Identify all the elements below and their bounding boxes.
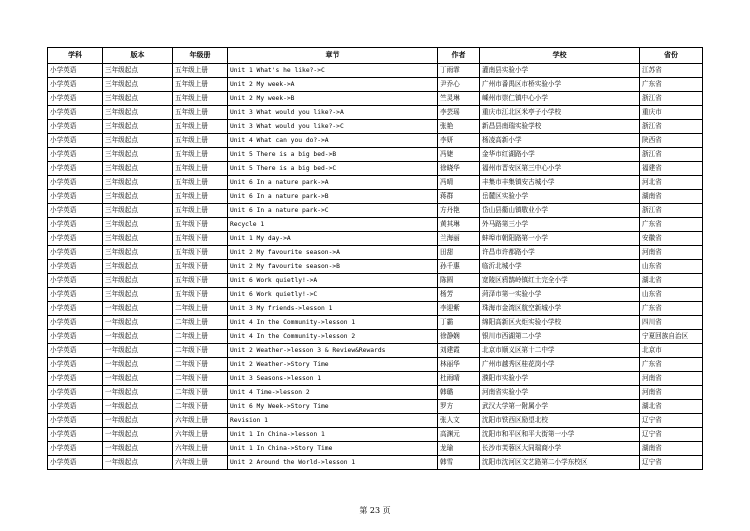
table-body [48,64,703,470]
cell-school: 武汉大学第一附属小学 [480,400,640,414]
cell-school: 杨凌高新小学 [480,134,640,148]
cell-subject: 小学英语 [48,204,103,218]
table-row [48,190,703,204]
cell-edition: 三年级起点 [103,120,173,134]
cell-grade-volume: 二年级下册 [173,358,228,372]
cell-school: 重庆市江北区米亭子小学校 [480,106,640,120]
cell-school: 菏泽市第一实验小学 [480,288,640,302]
cell-author: 林丽华 [438,358,480,372]
cell-grade-volume: 六年级上册 [173,456,228,470]
cell-school: 北京市顺义区第十二中学 [480,344,640,358]
cell-chapter: Unit 2 My week->A [228,78,438,92]
cell-chapter: Unit 4 Time->lesson 2 [228,386,438,400]
cell-chapter: Unit 6 Work quietly!->C [228,288,438,302]
cell-edition: 一年级起点 [103,442,173,456]
cell-province: 广东省 [640,358,703,372]
table-row [48,232,703,246]
cell-subject: 小学英语 [48,456,103,470]
cell-subject: 小学英语 [48,260,103,274]
cell-province: 河南省 [640,372,703,386]
cell-chapter: Recycle 1 [228,218,438,232]
table-row [48,176,703,190]
cell-chapter: Unit 6 In a nature park->B [228,190,438,204]
cell-subject: 小学英语 [48,190,103,204]
table-row [48,302,703,316]
cell-province: 辽宁省 [640,414,703,428]
cell-edition: 一年级起点 [103,428,173,442]
cell-grade-volume: 六年级上册 [173,442,228,456]
cell-author: 李迎紫 [438,302,480,316]
cell-chapter: Unit 3 What would you like?->A [228,106,438,120]
cell-chapter: Unit 3 Seasons->lesson 1 [228,372,438,386]
cell-chapter: Unit 6 Work quietly!->A [228,274,438,288]
cell-author: 杜雨晴 [438,372,480,386]
cell-subject: 小学英语 [48,106,103,120]
table-row [48,358,703,372]
cell-chapter: Unit 1 What's he like?->C [228,64,438,78]
cell-grade-volume: 二年级下册 [173,344,228,358]
cell-edition: 三年级起点 [103,232,173,246]
cell-province: 湖北省 [640,274,703,288]
table-header-row [48,48,703,64]
cell-grade-volume: 五年级上册 [173,204,228,218]
cell-author: 冯婕 [438,148,480,162]
cell-school: 珠海市金湾区航空新城小学 [480,302,640,316]
cell-edition: 三年级起点 [103,260,173,274]
cell-chapter: Unit 2 My favourite season->A [228,246,438,260]
cell-author: 田甜 [438,246,480,260]
table-row [48,148,703,162]
header-province: 省份 [640,48,703,64]
cell-edition: 一年级起点 [103,386,173,400]
table-row [48,456,703,470]
cell-chapter: Unit 3 What would you like?->C [228,120,438,134]
table-row [48,260,703,274]
cell-province: 安徽省 [640,232,703,246]
cell-grade-volume: 二年级下册 [173,386,228,400]
cell-grade-volume: 二年级上册 [173,302,228,316]
cell-subject: 小学英语 [48,162,103,176]
cell-province: 福建省 [640,162,703,176]
cell-province: 浙江省 [640,120,703,134]
cell-province: 湖北省 [640,400,703,414]
cell-chapter: Revision 1 [228,414,438,428]
cell-subject: 小学英语 [48,302,103,316]
cell-author: 张艳 [438,120,480,134]
cell-grade-volume: 五年级下册 [173,288,228,302]
cell-author: 徐静娴 [438,330,480,344]
cell-school: 新昌县南瑞实验学校 [480,120,640,134]
cell-school: 沈阳市沈河区文艺路第二小学东校区 [480,456,640,470]
header-school: 学校 [480,48,640,64]
course-table [47,47,703,470]
cell-chapter: Unit 6 My Week->Story Time [228,400,438,414]
cell-school: 岳麓区实验小学 [480,190,640,204]
table-row [48,344,703,358]
cell-author: 张人文 [438,414,480,428]
cell-province: 湖南省 [640,190,703,204]
table-row [48,316,703,330]
cell-grade-volume: 五年级上册 [173,176,228,190]
cell-province: 四川省 [640,316,703,330]
cell-province: 河南省 [640,386,703,400]
cell-province: 陕西省 [640,134,703,148]
cell-chapter: Unit 5 There is a big bed->B [228,148,438,162]
cell-subject: 小学英语 [48,288,103,302]
cell-grade-volume: 五年级上册 [173,162,228,176]
cell-grade-volume: 二年级下册 [173,372,228,386]
cell-province: 浙江省 [640,148,703,162]
cell-grade-volume: 六年级上册 [173,428,228,442]
cell-author: 罗方 [438,400,480,414]
cell-author: 蒋群 [438,190,480,204]
cell-school: 金华市红湖路小学 [480,148,640,162]
cell-chapter: Unit 2 My favourite season->B [228,260,438,274]
cell-school: 广州市越秀区桂花岗小学 [480,358,640,372]
cell-chapter: Unit 2 My week->B [228,92,438,106]
course-table-sheet [47,47,702,470]
cell-school: 灌南县实验小学 [480,64,640,78]
table-row [48,428,703,442]
cell-subject: 小学英语 [48,64,103,78]
table-row [48,204,703,218]
cell-grade-volume: 五年级下册 [173,218,228,232]
cell-school: 丰集市丰集镇安古城小学 [480,176,640,190]
cell-subject: 小学英语 [48,428,103,442]
cell-province: 河南省 [640,246,703,260]
cell-province: 湖南省 [640,442,703,456]
cell-grade-volume: 五年级下册 [173,274,228,288]
table-row [48,414,703,428]
cell-edition: 一年级起点 [103,372,173,386]
table-row [48,92,703,106]
cell-author: 刘建霞 [438,344,480,358]
table-row [48,274,703,288]
cell-subject: 小学英语 [48,176,103,190]
cell-school: 绵阳高新区火炬实验小学校 [480,316,640,330]
cell-subject: 小学英语 [48,274,103,288]
cell-subject: 小学英语 [48,92,103,106]
table-row [48,330,703,344]
cell-edition: 三年级起点 [103,78,173,92]
table-row [48,134,703,148]
header-author: 作者 [438,48,480,64]
header-subject: 学科 [48,48,103,64]
cell-school: 宽陵区鸦鹊岭镇红土完全小学 [480,274,640,288]
cell-chapter: Unit 1 In China->lesson 1 [228,428,438,442]
cell-school: 长沙市芙蓉区大同瑞商小学 [480,442,640,456]
cell-subject: 小学英语 [48,232,103,246]
cell-edition: 三年级起点 [103,106,173,120]
cell-edition: 一年级起点 [103,302,173,316]
cell-edition: 三年级起点 [103,204,173,218]
cell-grade-volume: 五年级下册 [173,246,228,260]
cell-school: 银川市西湖第二小学 [480,330,640,344]
cell-chapter: Unit 1 My day->A [228,232,438,246]
header-grade-volume: 年级册 [173,48,228,64]
cell-edition: 一年级起点 [103,358,173,372]
cell-author: 丁霸 [438,316,480,330]
cell-author: 徐晓华 [438,162,480,176]
cell-author: 冯晴 [438,176,480,190]
cell-author: 李芸瑶 [438,106,480,120]
table-row [48,288,703,302]
cell-province: 山东省 [640,288,703,302]
cell-chapter: Unit 4 In the Community->lesson 2 [228,330,438,344]
cell-author: 韩璐 [438,386,480,400]
cell-province: 山东省 [640,260,703,274]
cell-province: 北京市 [640,344,703,358]
table-row [48,78,703,92]
cell-subject: 小学英语 [48,148,103,162]
cell-grade-volume: 五年级下册 [173,232,228,246]
cell-chapter: Unit 6 In a nature park->A [228,176,438,190]
cell-edition: 一年级起点 [103,316,173,330]
cell-edition: 三年级起点 [103,148,173,162]
cell-author: 孙千惠 [438,260,480,274]
cell-author: 李妍 [438,134,480,148]
cell-edition: 三年级起点 [103,162,173,176]
cell-grade-volume: 五年级上册 [173,64,228,78]
cell-subject: 小学英语 [48,372,103,386]
cell-subject: 小学英语 [48,78,103,92]
cell-province: 宁夏回族自治区 [640,330,703,344]
cell-province: 浙江省 [640,204,703,218]
cell-edition: 三年级起点 [103,64,173,78]
table-row [48,106,703,120]
cell-edition: 三年级起点 [103,134,173,148]
table-row [48,120,703,134]
cell-author: 杨芳 [438,288,480,302]
cell-subject: 小学英语 [48,386,103,400]
cell-grade-volume: 五年级上册 [173,190,228,204]
table-row [48,372,703,386]
cell-province: 广东省 [640,78,703,92]
cell-edition: 三年级起点 [103,288,173,302]
cell-grade-volume: 五年级上册 [173,92,228,106]
cell-edition: 三年级起点 [103,274,173,288]
cell-school: 濮阳市实验小学 [480,372,640,386]
cell-subject: 小学英语 [48,134,103,148]
cell-author: 竺灵琳 [438,92,480,106]
cell-province: 辽宁省 [640,428,703,442]
table-row [48,64,703,78]
table-row [48,442,703,456]
cell-edition: 一年级起点 [103,344,173,358]
cell-grade-volume: 二年级上册 [173,330,228,344]
cell-school: 嵊州市崇仁镇中心小学 [480,92,640,106]
cell-grade-volume: 五年级下册 [173,260,228,274]
cell-author: 方丹艳 [438,204,480,218]
cell-province: 浙江省 [640,92,703,106]
cell-subject: 小学英语 [48,316,103,330]
cell-school: 临沂北城小学 [480,260,640,274]
cell-school: 广州市番禺区市桥实验小学 [480,78,640,92]
cell-chapter: Unit 6 In a nature park->C [228,204,438,218]
cell-grade-volume: 二年级下册 [173,400,228,414]
cell-edition: 一年级起点 [103,400,173,414]
cell-chapter: Unit 2 Around the World->lesson 1 [228,456,438,470]
cell-edition: 三年级起点 [103,190,173,204]
cell-subject: 小学英语 [48,246,103,260]
table-row [48,218,703,232]
cell-grade-volume: 五年级上册 [173,134,228,148]
cell-grade-volume: 二年级上册 [173,316,228,330]
table-row [48,162,703,176]
table-row [48,400,703,414]
cell-edition: 三年级起点 [103,92,173,106]
cell-subject: 小学英语 [48,218,103,232]
cell-province: 广东省 [640,218,703,232]
cell-chapter: Unit 5 There is a big bed->C [228,162,438,176]
cell-province: 辽宁省 [640,456,703,470]
header-edition: 版本 [103,48,173,64]
cell-edition: 一年级起点 [103,456,173,470]
cell-subject: 小学英语 [48,120,103,134]
cell-grade-volume: 五年级上册 [173,120,228,134]
cell-province: 河北省 [640,176,703,190]
cell-author: 尹乔心 [438,78,480,92]
cell-grade-volume: 六年级上册 [173,414,228,428]
cell-subject: 小学英语 [48,344,103,358]
cell-grade-volume: 五年级上册 [173,106,228,120]
cell-author: 高渊元 [438,428,480,442]
cell-province: 江苏省 [640,64,703,78]
cell-edition: 一年级起点 [103,330,173,344]
cell-author: 兰海丽 [438,232,480,246]
cell-author: 黄其琳 [438,218,480,232]
cell-subject: 小学英语 [48,358,103,372]
cell-province: 重庆市 [640,106,703,120]
cell-author: 韩雪 [438,456,480,470]
cell-grade-volume: 五年级上册 [173,148,228,162]
cell-school: 蚌埠市朝阳路第一小学 [480,232,640,246]
cell-school: 岱山县衢山镇敬业小学 [480,204,640,218]
cell-school: 河南省实验小学 [480,386,640,400]
cell-author: 龙瑜 [438,442,480,456]
cell-province: 广东省 [640,302,703,316]
cell-chapter: Unit 4 In the Community->lesson 1 [228,316,438,330]
header-chapter: 章节 [228,48,438,64]
table-row [48,386,703,400]
cell-school: 外马路第三小学 [480,218,640,232]
cell-chapter: Unit 3 My friends->lesson 1 [228,302,438,316]
cell-subject: 小学英语 [48,330,103,344]
cell-grade-volume: 五年级上册 [173,78,228,92]
cell-edition: 三年级起点 [103,176,173,190]
cell-author: 陈圆 [438,274,480,288]
cell-subject: 小学英语 [48,442,103,456]
cell-chapter: Unit 1 In China->Story Time [228,442,438,456]
page-number: 第 23 页 [359,506,391,515]
cell-edition: 三年级起点 [103,218,173,232]
cell-edition: 一年级起点 [103,414,173,428]
cell-subject: 小学英语 [48,414,103,428]
cell-edition: 三年级起点 [103,246,173,260]
cell-chapter: Unit 2 Weather->Story Time [228,358,438,372]
cell-school: 福州市晋安区第三中心小学 [480,162,640,176]
table-row [48,246,703,260]
cell-chapter: Unit 2 Weather->lesson 3 & Review&Rewards [228,344,438,358]
cell-school: 沈阳市铁西区励望北校 [480,414,640,428]
cell-author: 丁雨霏 [438,64,480,78]
cell-school: 许昌市许都路小学 [480,246,640,260]
cell-subject: 小学英语 [48,400,103,414]
cell-chapter: Unit 4 What can you do?->A [228,134,438,148]
cell-school: 沈阳市和平区和平大街第一小学 [480,428,640,442]
